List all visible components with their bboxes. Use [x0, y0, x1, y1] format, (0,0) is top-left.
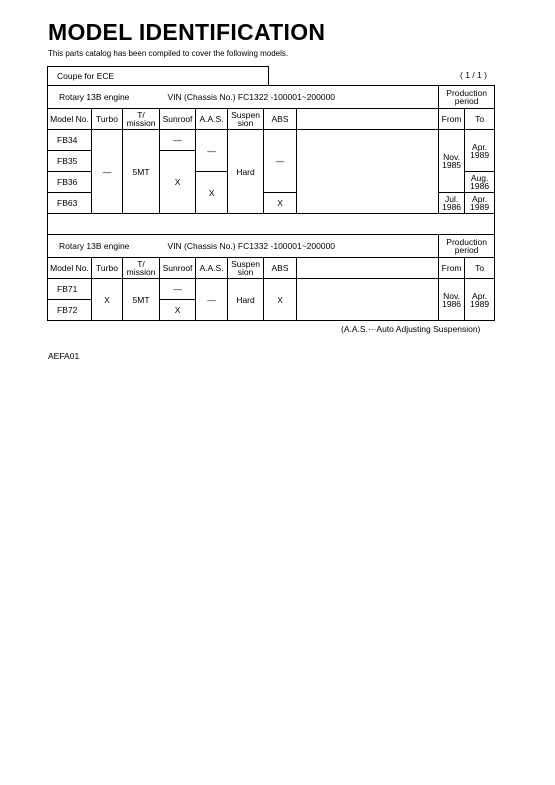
from-header: From — [439, 258, 465, 279]
suspension-cell: Hard — [228, 279, 264, 321]
section-divider — [48, 214, 495, 235]
sunroof-cell: — — [160, 279, 196, 300]
blank-cell — [297, 279, 439, 321]
aas-footnote: (A.A.S.···Auto Adjusting Suspension) — [341, 324, 481, 334]
sunroof-cell: X — [160, 300, 196, 321]
abs-header: ABS — [264, 109, 297, 130]
to-cell: Apr. 1989 — [465, 130, 495, 172]
engine-label: Rotary 13B engine — [48, 235, 160, 258]
from-cell: Nov. 1985 — [439, 130, 465, 193]
model-identification-table — [47, 85, 495, 321]
blank-cell — [297, 130, 439, 214]
sunroof-cell: — — [160, 130, 196, 151]
blank-header — [297, 258, 439, 279]
abs-cell: X — [264, 279, 297, 321]
aas-cell: — — [196, 279, 228, 321]
page-count: ( 1 / 1 ) — [460, 70, 487, 80]
sunroof-header: Sunroof — [160, 109, 196, 130]
model-no-cell: FB71 — [48, 279, 92, 300]
aas-cell: — — [196, 130, 228, 172]
production-period-header: Production period — [439, 235, 495, 258]
transmission-header: T/ mission — [123, 258, 160, 279]
turbo-header: Turbo — [92, 258, 123, 279]
to-cell: Aug. 1986 — [465, 172, 495, 193]
from-header: From — [439, 109, 465, 130]
model-no-cell: FB72 — [48, 300, 92, 321]
aas-cell: X — [196, 172, 228, 214]
turbo-header: Turbo — [92, 109, 123, 130]
sunroof-header: Sunroof — [160, 258, 196, 279]
abs-cell: — — [264, 130, 297, 193]
suspension-header: Suspen sion — [228, 258, 264, 279]
production-period-header: Production period — [439, 86, 495, 109]
aas-header: A.A.S. — [196, 258, 228, 279]
table-row — [48, 130, 495, 151]
model-no-cell: FB36 — [48, 172, 92, 193]
model-no-header: Model No. — [48, 258, 92, 279]
to-header: To — [465, 109, 495, 130]
turbo-cell: — — [92, 130, 123, 214]
model-no-cell: FB34 — [48, 130, 92, 151]
transmission-header: T/ mission — [123, 109, 160, 130]
from-cell: Nov. 1986 — [439, 279, 465, 321]
vin-label: VIN (Chassis No.) FC1332 -100001~200000 — [160, 235, 439, 258]
catalog-group-label: Coupe for ECE — [47, 66, 269, 85]
table-row — [48, 279, 495, 300]
transmission-cell: 5MT — [123, 130, 160, 214]
page-title: MODEL IDENTIFICATION — [48, 19, 326, 45]
intro-text: This parts catalog has been compiled to cover the following models. — [48, 49, 289, 58]
suspension-header: Suspen sion — [228, 109, 264, 130]
model-no-cell: FB63 — [48, 193, 92, 214]
suspension-cell: Hard — [228, 130, 264, 214]
abs-header: ABS — [264, 258, 297, 279]
to-header: To — [465, 258, 495, 279]
engine-label: Rotary 13B engine — [48, 86, 160, 109]
blank-header — [297, 109, 439, 130]
from-cell: Jul. 1986 — [439, 193, 465, 214]
to-cell: Apr. 1989 — [465, 279, 495, 321]
abs-cell: X — [264, 193, 297, 214]
model-no-cell: FB35 — [48, 151, 92, 172]
turbo-cell: X — [92, 279, 123, 321]
document-code: AEFA01 — [48, 351, 80, 361]
model-no-header: Model No. — [48, 109, 92, 130]
vin-label: VIN (Chassis No.) FC1322 -100001~200000 — [160, 86, 439, 109]
to-cell: Apr. 1989 — [465, 193, 495, 214]
sunroof-cell: X — [160, 151, 196, 214]
transmission-cell: 5MT — [123, 279, 160, 321]
aas-header: A.A.S. — [196, 109, 228, 130]
